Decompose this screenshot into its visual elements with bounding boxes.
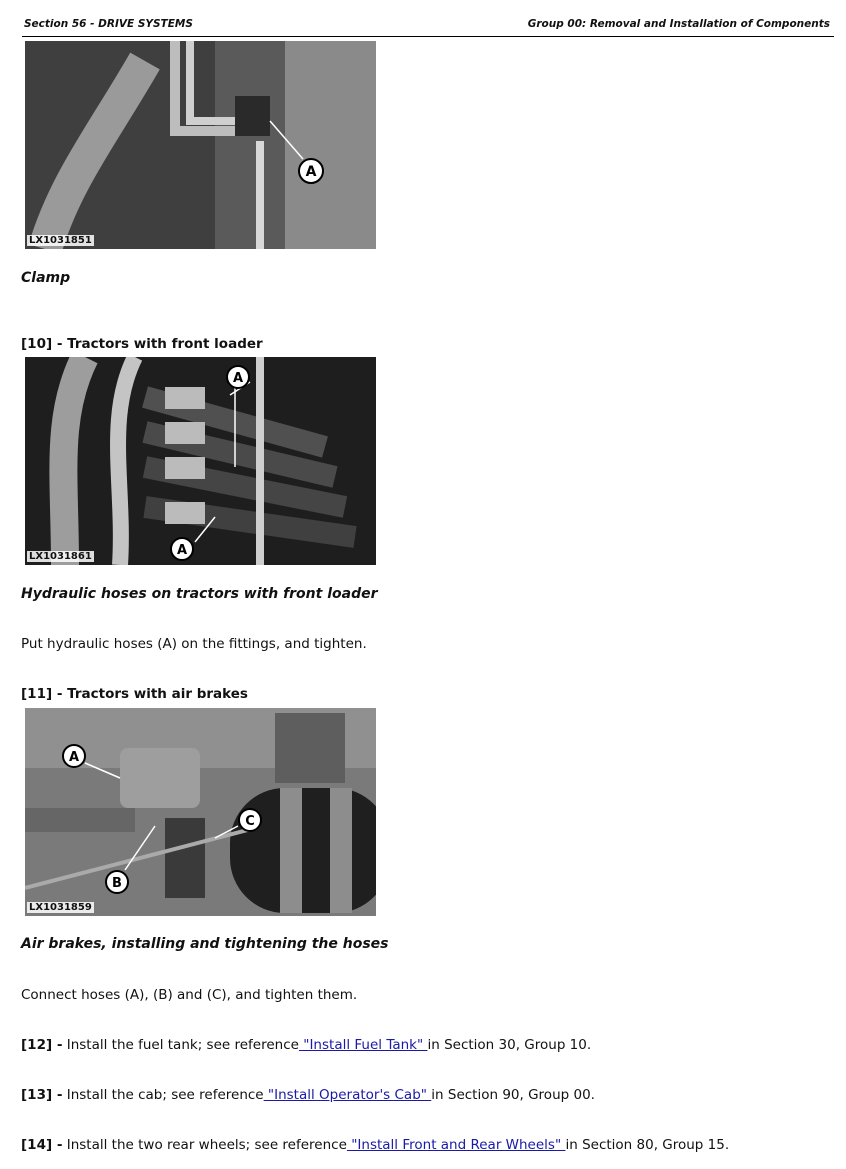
step-11-text: Connect hoses (A), (B) and (C), and tighten them. xyxy=(21,987,358,1003)
step-text: Install the cab; see reference xyxy=(62,1087,264,1103)
figure-caption: Air brakes, installing and tightening the hoses xyxy=(21,936,389,952)
air-brakes-photo xyxy=(25,708,376,916)
figure-id: LX1031851 xyxy=(29,235,92,246)
step-10-heading: [10] - Tractors with front loader xyxy=(21,336,263,352)
clamp-photo xyxy=(25,41,376,249)
step-10-text: Put hydraulic hoses (A) on the fittings, and tighten. xyxy=(21,636,367,652)
callout-c: C xyxy=(245,814,255,829)
callout-a: A xyxy=(68,750,80,765)
step-text-suffix: in Section 90, Group 00. xyxy=(431,1087,595,1103)
reference-link-fuel-tank[interactable]: "Install Fuel Tank" xyxy=(298,1037,428,1053)
figure-id: LX1031861 xyxy=(29,551,92,562)
figure-id: LX1031859 xyxy=(29,902,92,913)
callout-a-top: A xyxy=(232,371,244,386)
step-text: Install the fuel tank; see reference xyxy=(62,1037,299,1053)
figure-caption: Clamp xyxy=(21,270,71,286)
step-number: [13] - xyxy=(21,1087,63,1103)
group-title: Group 00: Removal and Installation of Components xyxy=(527,18,830,30)
hydraulic-hoses-photo xyxy=(25,357,376,565)
step-14 xyxy=(21,1137,729,1153)
step-13 xyxy=(21,1087,595,1103)
step-number: [14] - xyxy=(21,1137,63,1153)
reference-link-operators-cab[interactable]: "Install Operator's Cab" xyxy=(263,1087,432,1103)
header-divider xyxy=(22,36,834,37)
callout-b: B xyxy=(112,876,122,891)
step-number: [12] - xyxy=(21,1037,63,1053)
step-text: Install the two rear wheels; see reference xyxy=(62,1137,347,1153)
step-12 xyxy=(21,1037,591,1053)
step-text-suffix: in Section 80, Group 15. xyxy=(565,1137,730,1153)
callout-a: A xyxy=(305,164,317,180)
step-11-heading: [11] - Tractors with air brakes xyxy=(21,686,248,702)
step-text-suffix: in Section 30, Group 10. xyxy=(427,1037,592,1053)
figure-caption: Hydraulic hoses on tractors with front loader xyxy=(21,586,378,602)
callout-a-bottom: A xyxy=(176,543,188,558)
reference-link-wheels[interactable]: "Install Front and Rear Wheels" xyxy=(346,1137,566,1153)
section-title: Section 56 - DRIVE SYSTEMS xyxy=(24,18,193,30)
